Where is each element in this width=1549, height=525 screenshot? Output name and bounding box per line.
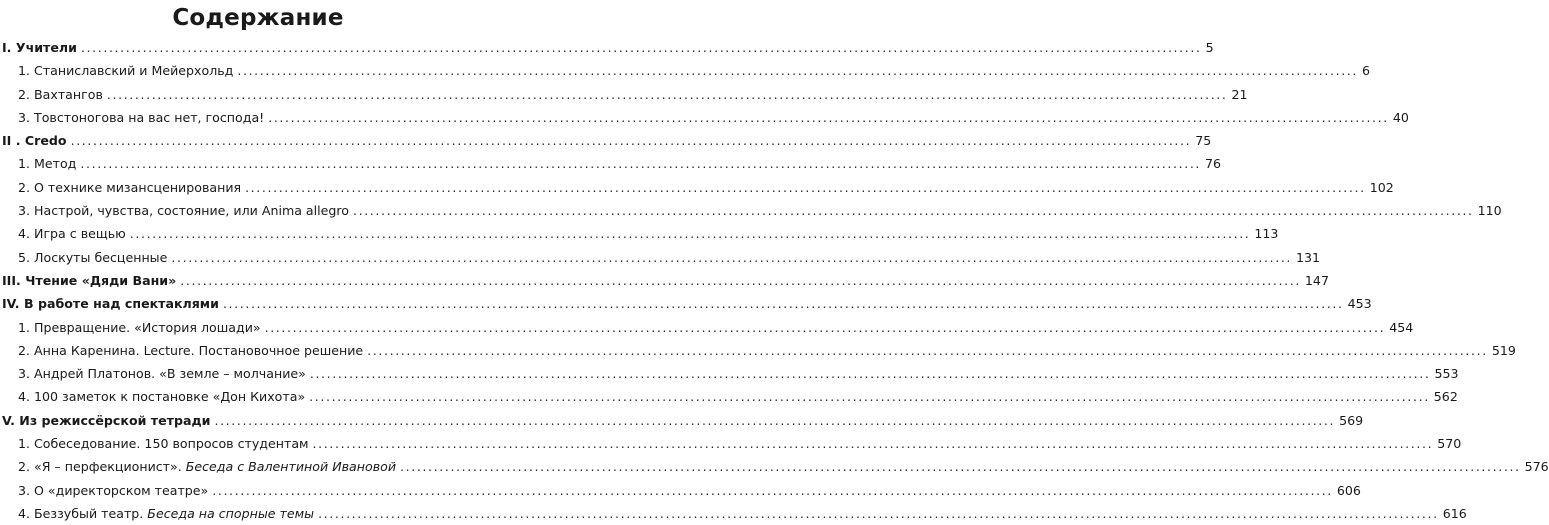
toc-entry-title-text: V. Из режиссёрской тетради xyxy=(2,412,211,428)
toc-entry-title-text: 4. Игра с вещью xyxy=(18,226,126,242)
toc-page-number: 75 xyxy=(1195,133,1212,149)
toc-subsection-row[interactable] xyxy=(0,59,1371,82)
toc-entry-title-text: II . Credo xyxy=(2,133,67,149)
toc-page-number: 553 xyxy=(1434,366,1459,382)
toc-entry-title xyxy=(18,83,103,106)
toc-entry-title xyxy=(18,455,396,478)
dot-leader xyxy=(400,455,1521,478)
toc-entry-title-text: 1. Станиславский и Мейерхольд xyxy=(18,63,234,79)
toc-entry-title xyxy=(2,409,210,432)
toc-subsection-row[interactable] xyxy=(0,385,1458,408)
toc-section-row[interactable] xyxy=(0,292,1372,315)
toc-subsection-row[interactable] xyxy=(0,199,1502,222)
dot-leader xyxy=(313,432,1434,455)
toc-entry-title-text: 3. Настрой, чувства, состояние, или Anima allegro xyxy=(18,203,349,219)
toc-page-number: 110 xyxy=(1477,203,1502,219)
toc-entry-title xyxy=(18,316,261,339)
toc-entry-title-text: 2. О технике мизансценирования xyxy=(18,179,242,195)
toc-entry-title xyxy=(18,106,264,129)
toc-entry-title xyxy=(18,479,208,502)
toc-section-row[interactable] xyxy=(0,269,1329,292)
toc-entry-title xyxy=(18,246,167,269)
toc-page-number: 454 xyxy=(1389,319,1414,335)
toc-entry-title xyxy=(18,362,306,385)
toc-page-number: 569 xyxy=(1339,412,1364,428)
toc-entry-title-text: III. Чтение «Дяди Вани» xyxy=(2,272,177,288)
toc-entry-title-text: 2. Анна Каренина. Lecture. Постановочное решение xyxy=(18,342,364,358)
toc-entry-title xyxy=(2,269,176,292)
toc-page-number: 6 xyxy=(1362,63,1371,79)
dot-leader xyxy=(245,176,1366,199)
toc-subsection-row[interactable] xyxy=(0,83,1248,106)
dot-leader xyxy=(353,199,1474,222)
toc-entry-title-text: 1. Собеседование. 150 вопросов студентам xyxy=(18,436,309,452)
dot-leader xyxy=(214,409,1335,432)
toc-subsection-row[interactable] xyxy=(0,432,1462,455)
toc-entry-title-text: I. Учители xyxy=(2,40,77,55)
toc-page-number: 131 xyxy=(1296,249,1321,265)
dot-leader xyxy=(71,129,1192,152)
dot-leader xyxy=(367,339,1488,362)
toc-section-row[interactable] xyxy=(0,36,1214,59)
toc-entry-title xyxy=(2,36,77,59)
toc-subsection-row[interactable] xyxy=(0,176,1394,199)
toc-entry-title-text: 1. Превращение. «История лошади» xyxy=(18,319,261,335)
toc-entry-title xyxy=(18,59,233,82)
dot-leader xyxy=(318,502,1439,525)
toc-entry-title xyxy=(18,432,309,455)
toc-page-number: 113 xyxy=(1254,226,1279,242)
toc-page-number: 606 xyxy=(1336,482,1361,498)
toc-entry-title-text: 1. Метод xyxy=(18,156,77,172)
toc-subsection-row[interactable] xyxy=(0,316,1414,339)
toc-page-number: 519 xyxy=(1491,342,1516,358)
toc-entry-title-text: 3. Андрей Платонов. «В земле – молчание» xyxy=(18,366,306,382)
toc-entry-title xyxy=(18,199,349,222)
toc-entry-title xyxy=(18,222,126,245)
dot-leader xyxy=(81,36,1202,59)
toc-entry-title-text: IV. В работе над спектаклями xyxy=(2,296,219,312)
toc-entry-title xyxy=(18,502,314,525)
toc-subsection-row[interactable] xyxy=(0,502,1467,525)
toc-page-number: 616 xyxy=(1442,505,1467,521)
dot-leader xyxy=(180,269,1301,292)
dot-leader xyxy=(130,222,1251,245)
dot-leader xyxy=(237,59,1358,82)
toc-entry-title xyxy=(18,152,76,175)
dot-leader xyxy=(171,246,1292,269)
dot-leader xyxy=(107,83,1228,106)
toc-subsection-row[interactable] xyxy=(0,106,1409,129)
toc-subsection-row[interactable] xyxy=(0,455,1549,478)
dot-leader xyxy=(223,292,1344,315)
toc-page-number: 21 xyxy=(1231,86,1248,102)
toc-page-number: 5 xyxy=(1205,40,1214,55)
toc-page-number: 147 xyxy=(1304,272,1329,288)
dot-leader xyxy=(265,316,1386,339)
dot-leader xyxy=(268,106,1389,129)
toc-subsection-row[interactable] xyxy=(0,362,1459,385)
toc-entry-title xyxy=(18,339,363,362)
toc-entry-title xyxy=(18,176,241,199)
toc-entry-title-text: 3. Товстоногова на вас нет, господа! xyxy=(18,109,265,125)
toc-page-number: 576 xyxy=(1524,459,1549,475)
dot-leader xyxy=(310,362,1431,385)
toc-entry-title-text: 4. Беззубый театр. xyxy=(18,505,144,521)
toc-page-number: 570 xyxy=(1437,436,1462,452)
toc-entry-title xyxy=(2,129,67,152)
toc-page-number: 102 xyxy=(1369,179,1394,195)
toc-page-number: 76 xyxy=(1205,156,1222,172)
dot-leader xyxy=(80,152,1201,175)
toc-subsection-row[interactable] xyxy=(0,222,1279,245)
table-of-contents xyxy=(0,36,1549,525)
toc-subsection-row[interactable] xyxy=(0,339,1516,362)
toc-entry-title xyxy=(18,385,305,408)
toc-entry-title-text: 2. Вахтангов xyxy=(18,86,103,102)
toc-section-row[interactable] xyxy=(0,409,1364,432)
toc-entry-title-text: 5. Лоскуты бесценные xyxy=(18,249,168,265)
page-title: Содержание xyxy=(172,5,344,31)
toc-page-number: 453 xyxy=(1347,296,1372,312)
toc-page-number: 40 xyxy=(1392,109,1409,125)
toc-page-number: 562 xyxy=(1433,389,1458,405)
toc-entry-title-text: 2. «Я – перфекционист». xyxy=(18,459,182,475)
toc-entry-title-text: 3. О «директорском театре» xyxy=(18,482,209,498)
toc-entry-title-text: 4. 100 заметок к постановке «Дон Кихота» xyxy=(18,389,306,405)
toc-subsection-row[interactable] xyxy=(0,479,1361,502)
toc-entry-title-italic: Беседа на спорные темы xyxy=(143,505,315,521)
toc-subsection-row[interactable] xyxy=(0,246,1321,269)
toc-entry-title xyxy=(2,292,219,315)
toc-entry-title-italic: Беседа с Валентиной Ивановой xyxy=(181,459,397,475)
toc-section-row[interactable] xyxy=(0,129,1212,152)
toc-subsection-row[interactable] xyxy=(0,152,1222,175)
dot-leader xyxy=(212,479,1333,502)
dot-leader xyxy=(309,385,1430,408)
